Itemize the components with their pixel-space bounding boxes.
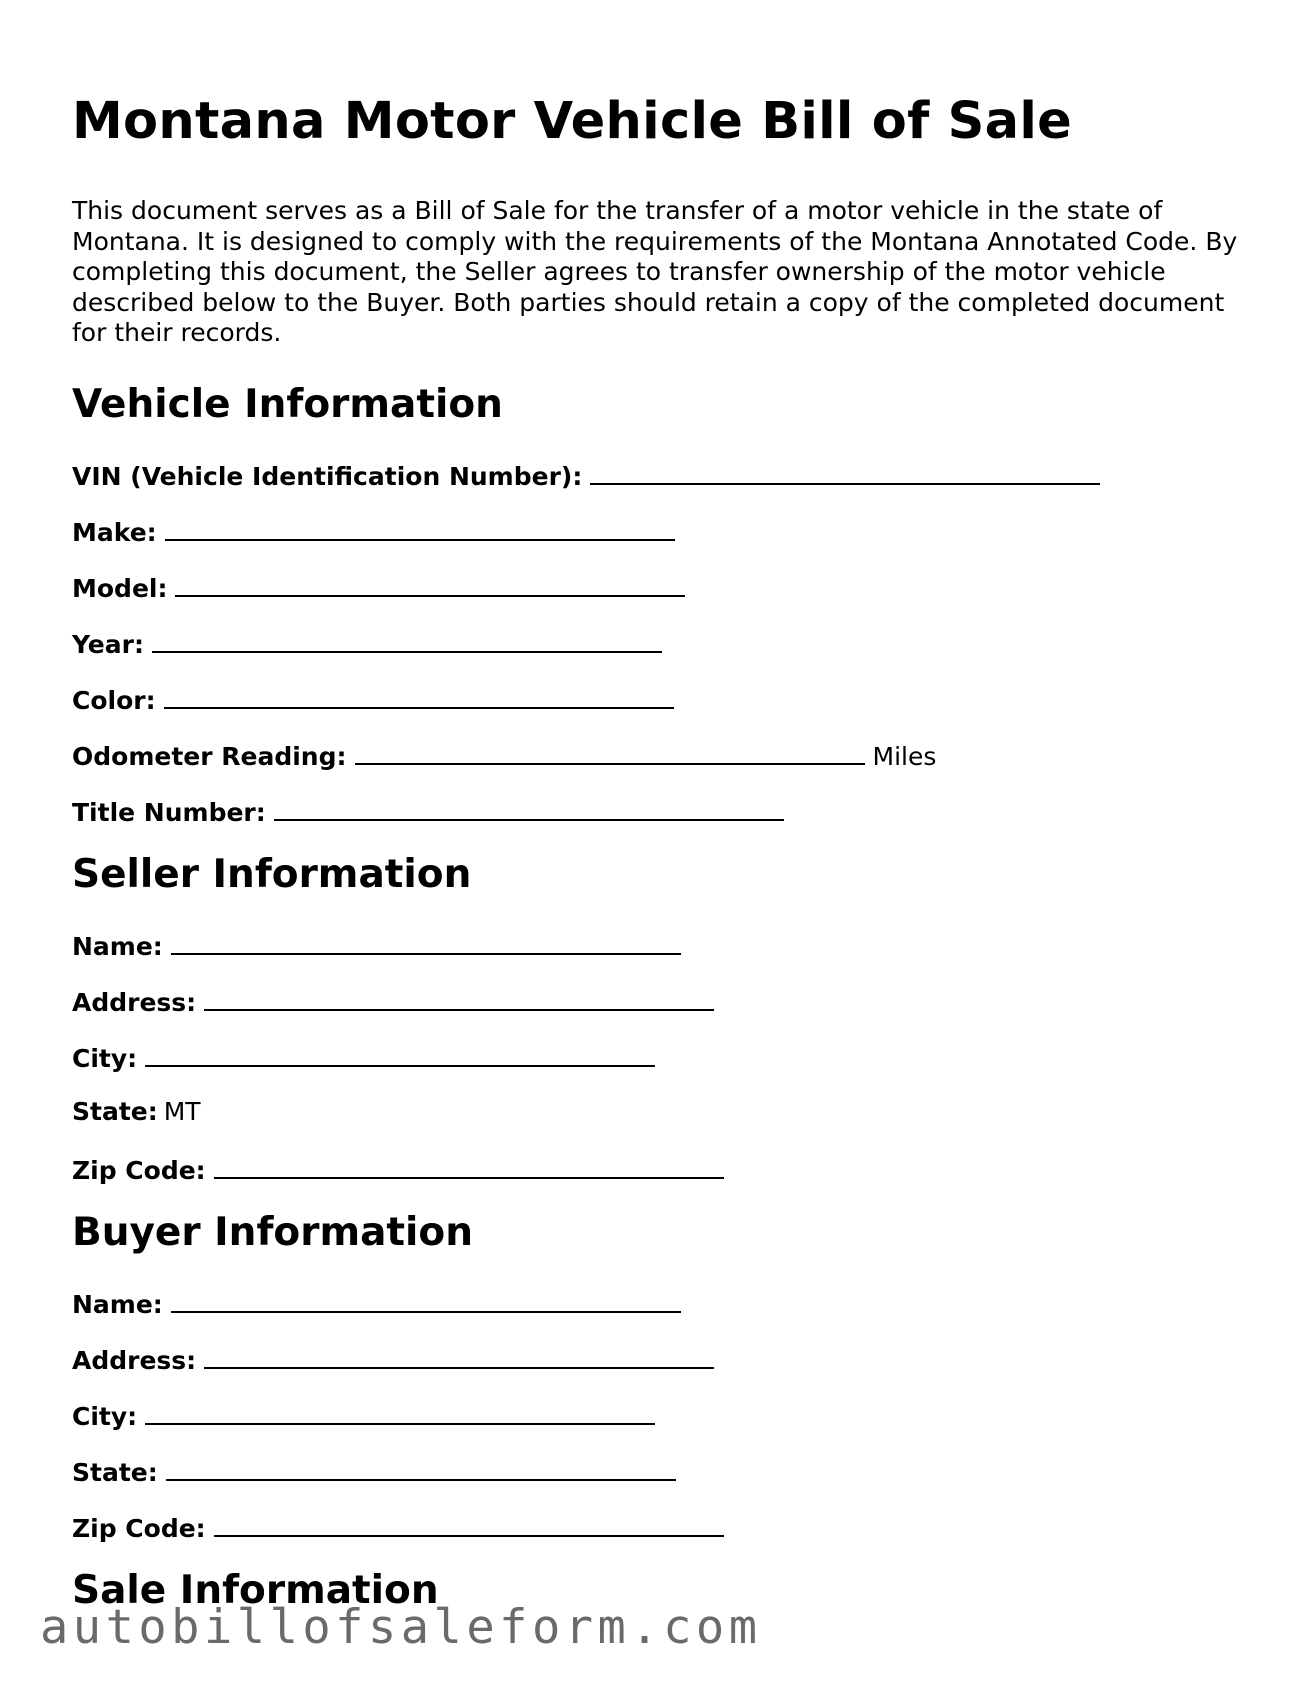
buyer-name-field: [72, 1287, 1242, 1317]
color-input-line[interactable]: [164, 683, 674, 709]
sale-section-heading: Sale Information: [72, 1567, 439, 1613]
buyer-address-input-line[interactable]: [204, 1343, 714, 1369]
make-label: Make:: [72, 517, 157, 547]
model-input-line[interactable]: [175, 571, 685, 597]
buyer-name-label: Name:: [72, 1289, 163, 1319]
vehicle-fields: [72, 459, 1242, 825]
year-input-line[interactable]: [152, 627, 662, 653]
buyer-section-heading: Buyer Information: [72, 1209, 473, 1255]
buyer-city-field: [72, 1399, 1242, 1429]
buyer-city-input-line[interactable]: [145, 1399, 655, 1425]
buyer-zip-field: [72, 1511, 1242, 1541]
buyer-fields: [72, 1287, 1242, 1541]
seller-name-input-line[interactable]: [171, 929, 681, 955]
color-field: [72, 683, 1242, 713]
buyer-zip-input-line[interactable]: [214, 1511, 724, 1537]
seller-state-value: MT: [163, 1096, 201, 1126]
buyer-state-input-line[interactable]: [166, 1455, 676, 1481]
odometer-label: Odometer Reading:: [72, 741, 347, 771]
model-field: [72, 571, 1242, 601]
buyer-city-label: City:: [72, 1401, 138, 1431]
make-field: [72, 515, 1242, 545]
seller-address-label: Address:: [72, 987, 197, 1017]
document-page: [72, 90, 1242, 1615]
year-label: Year:: [72, 629, 144, 659]
year-field: [72, 627, 1242, 657]
seller-city-label: City:: [72, 1043, 138, 1073]
buyer-zip-label: Zip Code:: [72, 1513, 206, 1543]
buyer-address-label: Address:: [72, 1345, 197, 1375]
seller-name-field: [72, 929, 1242, 959]
odometer-input-line[interactable]: [355, 739, 865, 765]
make-input-line[interactable]: [165, 515, 675, 541]
seller-address-input-line[interactable]: [204, 985, 714, 1011]
page-title: Montana Motor Vehicle Bill of Sale: [72, 92, 1073, 151]
buyer-address-field: [72, 1343, 1242, 1373]
seller-zip-field: [72, 1153, 1242, 1183]
title-number-label: Title Number:: [72, 797, 266, 827]
seller-state-label: State:: [72, 1096, 158, 1126]
seller-section-heading: Seller Information: [72, 851, 472, 897]
color-label: Color:: [72, 685, 156, 715]
seller-fields: [72, 929, 1242, 1183]
odometer-field: [72, 739, 1242, 769]
seller-zip-input-line[interactable]: [214, 1153, 724, 1179]
vin-label: VIN (Vehicle Identification Number):: [72, 461, 583, 491]
buyer-name-input-line[interactable]: [171, 1287, 681, 1313]
vehicle-section-heading: Vehicle Information: [72, 381, 503, 427]
odometer-unit: Miles: [872, 741, 937, 771]
title-number-input-line[interactable]: [274, 795, 784, 821]
title-number-field: [72, 795, 1242, 825]
buyer-state-label: State:: [72, 1457, 158, 1487]
seller-city-input-line[interactable]: [145, 1041, 655, 1067]
model-label: Model:: [72, 573, 168, 603]
vin-input-line[interactable]: [590, 459, 1100, 485]
intro-paragraph: This document serves as a Bill of Sale for the transfer of a motor vehicle in the state of Montana. It is designed to comply with the requirements of the Montana Annotated Code. By completing this document, the Seller agrees to transfer ownership of the motor vehicle described below to the Buyer. Both parties should retain a copy of the completed document for their records.: [72, 196, 1238, 347]
seller-state-field: [72, 1097, 1242, 1127]
seller-name-label: Name:: [72, 931, 163, 961]
watermark-text: autobillofsaleform.com: [40, 1600, 762, 1655]
vin-field: [72, 459, 1242, 489]
seller-city-field: [72, 1041, 1242, 1071]
seller-address-field: [72, 985, 1242, 1015]
seller-zip-label: Zip Code:: [72, 1155, 206, 1185]
buyer-state-field: [72, 1455, 1242, 1485]
